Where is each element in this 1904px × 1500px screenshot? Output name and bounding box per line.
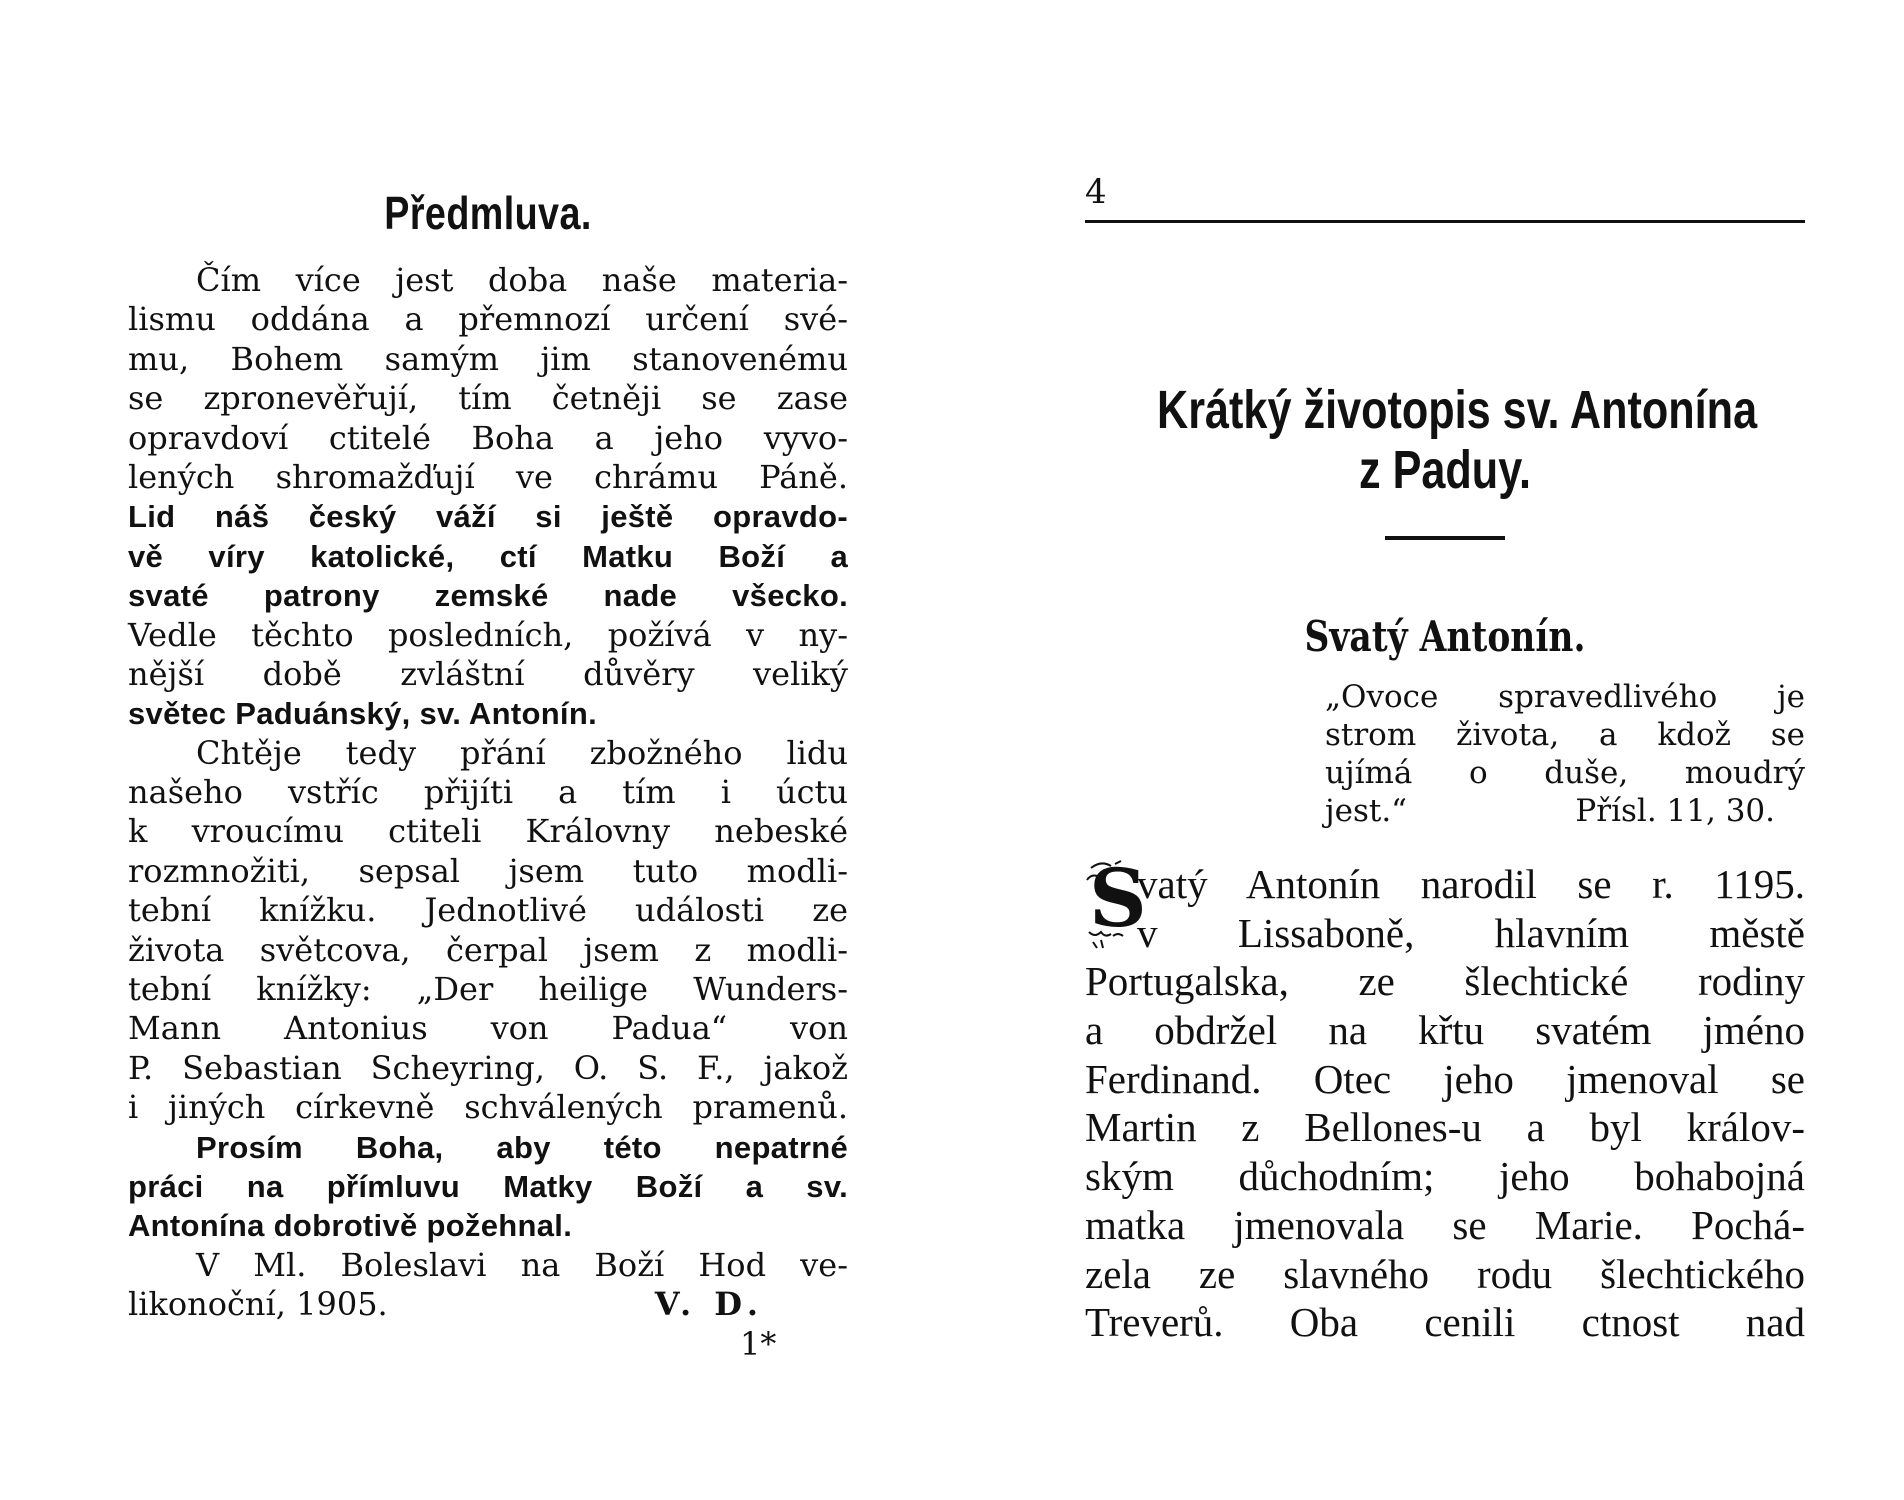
biography-line: vatý Antonín narodil se r. 1195.: [1137, 861, 1805, 907]
ornamental-dropcap: [1085, 851, 1147, 946]
header-rule: [1085, 220, 1805, 223]
biography-lines: [1085, 851, 1805, 1347]
closing-place-date: likonoční, 1905.: [128, 1285, 388, 1324]
author-initials: V. D.: [654, 1285, 764, 1324]
quote-last-line: [1325, 792, 1775, 830]
preface-line: lených shromažďují ve chrámu Páně.: [128, 457, 848, 496]
biography-line: Portugalska, ze šlechtické rodiny: [1085, 958, 1805, 1005]
preface-line: lismu oddána a přemnozí určení své-: [128, 300, 848, 339]
page-number: 4: [1085, 172, 1107, 212]
preface-line: tební knížky: „Der heilige Wunders-: [128, 970, 848, 1009]
signature-row: [128, 1325, 848, 1367]
preface-line: Mann Antonius von Padua“ von: [128, 1009, 848, 1048]
biography-line: Ferdinand. Otec jeho jmenoval se: [1085, 1055, 1805, 1102]
biography-line: matka jmenovala se Marie. Pochá-: [1085, 1201, 1805, 1248]
quote-line: „Ovoce spravedlivého je: [1325, 679, 1805, 715]
chapter-title-line-2: z Paduy.: [1358, 440, 1532, 500]
preface-line: opravdoví ctitelé Boha a jeho vyvo-: [128, 418, 848, 457]
section-title: Svatý Antonín.: [1304, 612, 1586, 661]
title-divider: [1385, 536, 1505, 540]
preface-line: práci na přímluvu Matky Boží a sv.: [128, 1168, 848, 1204]
preface-line: rozmnožiti, sepsal jsem tuto modli-: [128, 851, 848, 890]
preface-line: Prosím Boha, aby této nepatrné: [196, 1129, 848, 1165]
quote-ending: jest.“: [1325, 793, 1408, 829]
biography-line: Treverů. Oba cenili ctnost nad: [1085, 1299, 1805, 1346]
preface-line: Antonína dobrotivě požehnal.: [128, 1208, 573, 1244]
preface-line: života světcova, čerpal jsem z modli-: [128, 930, 848, 969]
epigraph-quote: [1325, 678, 1805, 830]
preface-line: vě víry katolické, ctí Matku Boží a: [128, 538, 848, 574]
preface-line: P. Sebastian Scheyring, O. S. F., jakož: [128, 1048, 848, 1087]
preface-line: se zpronevěřují, tím četněji se zase: [128, 379, 848, 418]
preface-line: V Ml. Boleslavi na Boží Hod ve-: [196, 1245, 848, 1284]
biography-line: Martin z Bellones-u a byl králov-: [1085, 1104, 1805, 1151]
preface-line: i jiných církevně schválených pramenů.: [128, 1088, 848, 1127]
biography-line: zela ze slavného rodu šlechtického: [1085, 1250, 1805, 1297]
preface-line: tební knížku. Jednotlivé události ze: [128, 891, 848, 930]
signature-mark: 1*: [740, 1324, 777, 1363]
preface-line: nější době zvláštní důvěry veliký: [128, 654, 848, 693]
right-page: [1085, 172, 1805, 1347]
quote-reference: Přísl. 11, 30.: [1575, 793, 1775, 829]
biography-line: v Lissaboně, hlavním městě: [1137, 909, 1805, 956]
biography-line: a obdržel na křtu svatém jméno: [1085, 1007, 1805, 1054]
preface-text: [128, 261, 848, 1285]
biography-line: ským důchodním; jeho bohabojná: [1085, 1153, 1805, 1200]
preface-closing: [128, 1285, 768, 1324]
preface-line: Čím více jest doba naše materia-: [196, 261, 848, 299]
chapter-title-line-1: Krátký životopis sv. Antonína: [1157, 380, 1758, 440]
chapter-title: [1157, 380, 1758, 500]
biography-text: [1085, 851, 1805, 1347]
preface-line: Vedle těchto posledních, požívá v ny-: [128, 615, 848, 654]
preface-line: Lid náš český váží si ještě opravdo-: [128, 499, 848, 535]
preface-line: mu, Bohem samým jim stanovenému: [128, 339, 848, 378]
quote-line: strom života, a kdož se: [1325, 717, 1805, 753]
preface-title: Předmluva.: [384, 187, 592, 239]
quote-line: ujímá o duše, moudrý: [1325, 755, 1805, 791]
dropcap-letter: S: [1089, 851, 1147, 945]
left-page: [128, 185, 848, 1367]
preface-line: svaté patrony zemské nade všecko.: [128, 578, 848, 614]
preface-line: světec Paduánský, sv. Antonín.: [128, 696, 597, 732]
preface-line: našeho vstříc přijíti a tím i úctu: [128, 773, 848, 812]
quote-lines: [1325, 678, 1805, 792]
preface-line: k vroucímu ctiteli Královny nebeské: [128, 812, 848, 851]
preface-line: Chtěje tedy přání zbožného lidu: [196, 733, 848, 772]
page-header: [1085, 172, 1805, 222]
